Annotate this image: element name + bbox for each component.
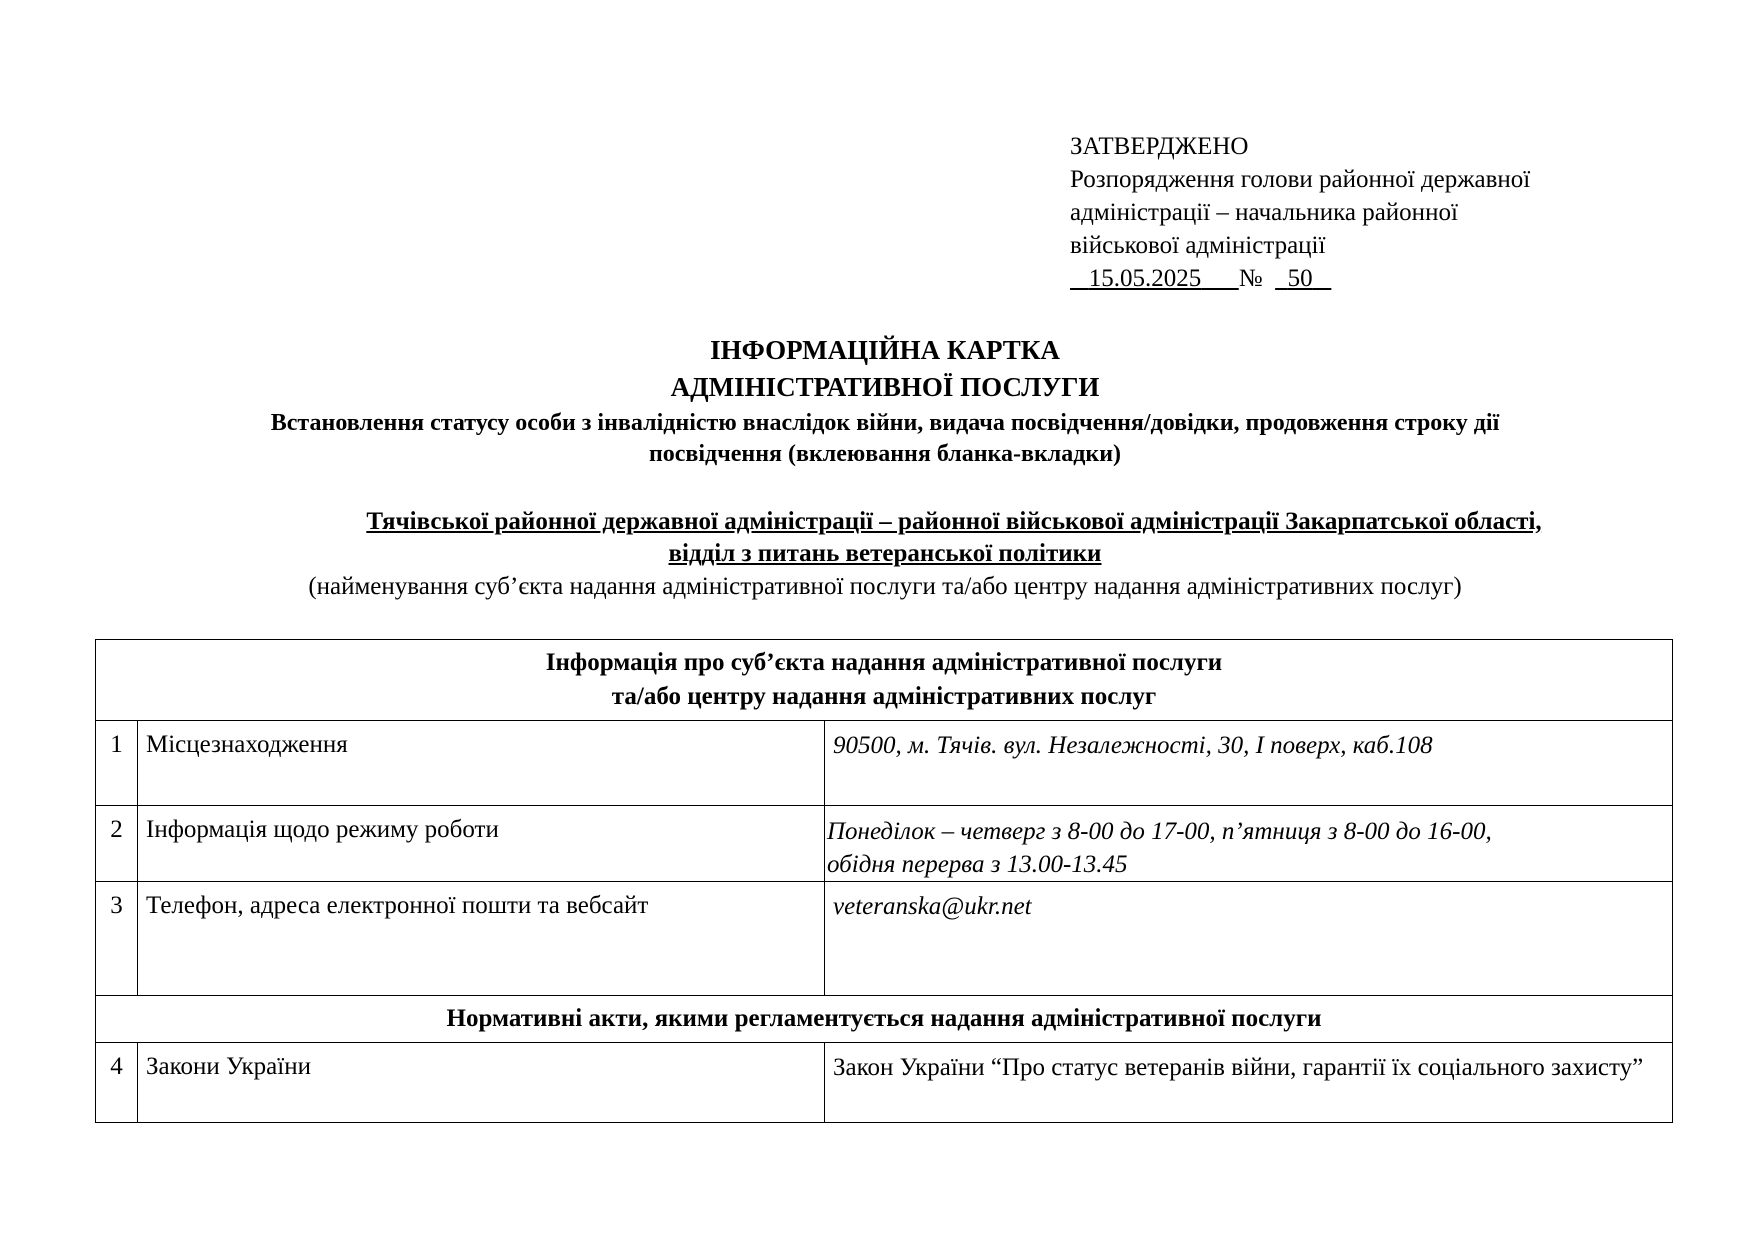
row-label: Закони України bbox=[138, 1043, 825, 1123]
row-number: 1 bbox=[96, 721, 138, 806]
row-label: Місцезнаходження bbox=[138, 721, 825, 806]
row-label: Телефон, адреса електронної пошти та вебсайт bbox=[138, 882, 825, 996]
row-value bbox=[825, 806, 1673, 882]
subject-caption: (найменування суб’єкта надання адміністративної послуги та/або центру надання адміністративних послуг) bbox=[308, 573, 1462, 600]
approval-number: 50 bbox=[1287, 265, 1313, 292]
row-value: Закон України “Про статус ветеранів війни, гарантії їх соціального захисту” bbox=[825, 1043, 1673, 1123]
section-header bbox=[96, 640, 1673, 721]
service-name-line-2: посвідчення (вклеювання бланка-вкладки) bbox=[648, 441, 1122, 467]
subject-block bbox=[95, 506, 1675, 604]
approval-line-1: Розпорядження голови районної державної bbox=[1070, 166, 1531, 193]
row-value-line-1: Понеділок – четверг з 8-00 до 17-00, п’ятниця з 8-00 до 16-00, bbox=[827, 818, 1492, 845]
title-line-1: ІНФОРМАЦІЙНА КАРТКА bbox=[710, 335, 1060, 365]
section-header-row bbox=[96, 640, 1673, 721]
row-number: 3 bbox=[96, 882, 138, 996]
section-header-row bbox=[96, 996, 1673, 1043]
table-row bbox=[96, 806, 1673, 882]
approval-date-number bbox=[1070, 262, 1690, 295]
section-header-2: Нормативні акти, якими регламентується надання адміністративної послуги bbox=[96, 996, 1673, 1043]
row-value: veteranska@ukr.net bbox=[825, 882, 1673, 996]
section-header-line-1: Інформація про суб’єкта надання адміністративної послуги bbox=[545, 649, 1223, 676]
subject-name-line-1: Тячівської районної державної адміністрації – районної військової адміністрації Закарпатської області, bbox=[366, 508, 1542, 535]
row-value-line-2: обідня перерва з 13.00-13.45 bbox=[827, 851, 1128, 878]
section-header-line-2: та/або центру надання адміністративних послуг bbox=[611, 683, 1157, 710]
row-value: 90500, м. Тячів. вул. Незалежності, 30, І поверх, каб.108 bbox=[825, 721, 1673, 806]
row-label: Інформація щодо режиму роботи bbox=[138, 806, 825, 882]
approval-line-2: адміністрації – начальника районної bbox=[1070, 199, 1458, 226]
row-number: 2 bbox=[96, 806, 138, 882]
service-name-line-1: Встановлення статусу особи з інвалідністю внаслідок війни, видача посвідчення/довідки, продовження строку дії bbox=[270, 410, 1500, 436]
table-row bbox=[96, 1043, 1673, 1123]
approval-number-sign: № bbox=[1238, 265, 1263, 292]
subject-name-line-2: відділ з питань ветеранської політики bbox=[668, 540, 1102, 567]
approval-heading: ЗАТВЕРДЖЕНО bbox=[1070, 133, 1249, 160]
approval-block bbox=[1070, 130, 1690, 295]
approval-line-3: військової адміністрації bbox=[1070, 232, 1326, 259]
row-number: 4 bbox=[96, 1043, 138, 1123]
approval-date: 15.05.2025 bbox=[1088, 265, 1202, 292]
info-table bbox=[95, 639, 1673, 1123]
table-row bbox=[96, 721, 1673, 806]
document-title bbox=[95, 332, 1675, 470]
title-line-2: АДМІНІСТРАТИВНОЇ ПОСЛУГИ bbox=[670, 372, 1100, 402]
table-row bbox=[96, 882, 1673, 996]
